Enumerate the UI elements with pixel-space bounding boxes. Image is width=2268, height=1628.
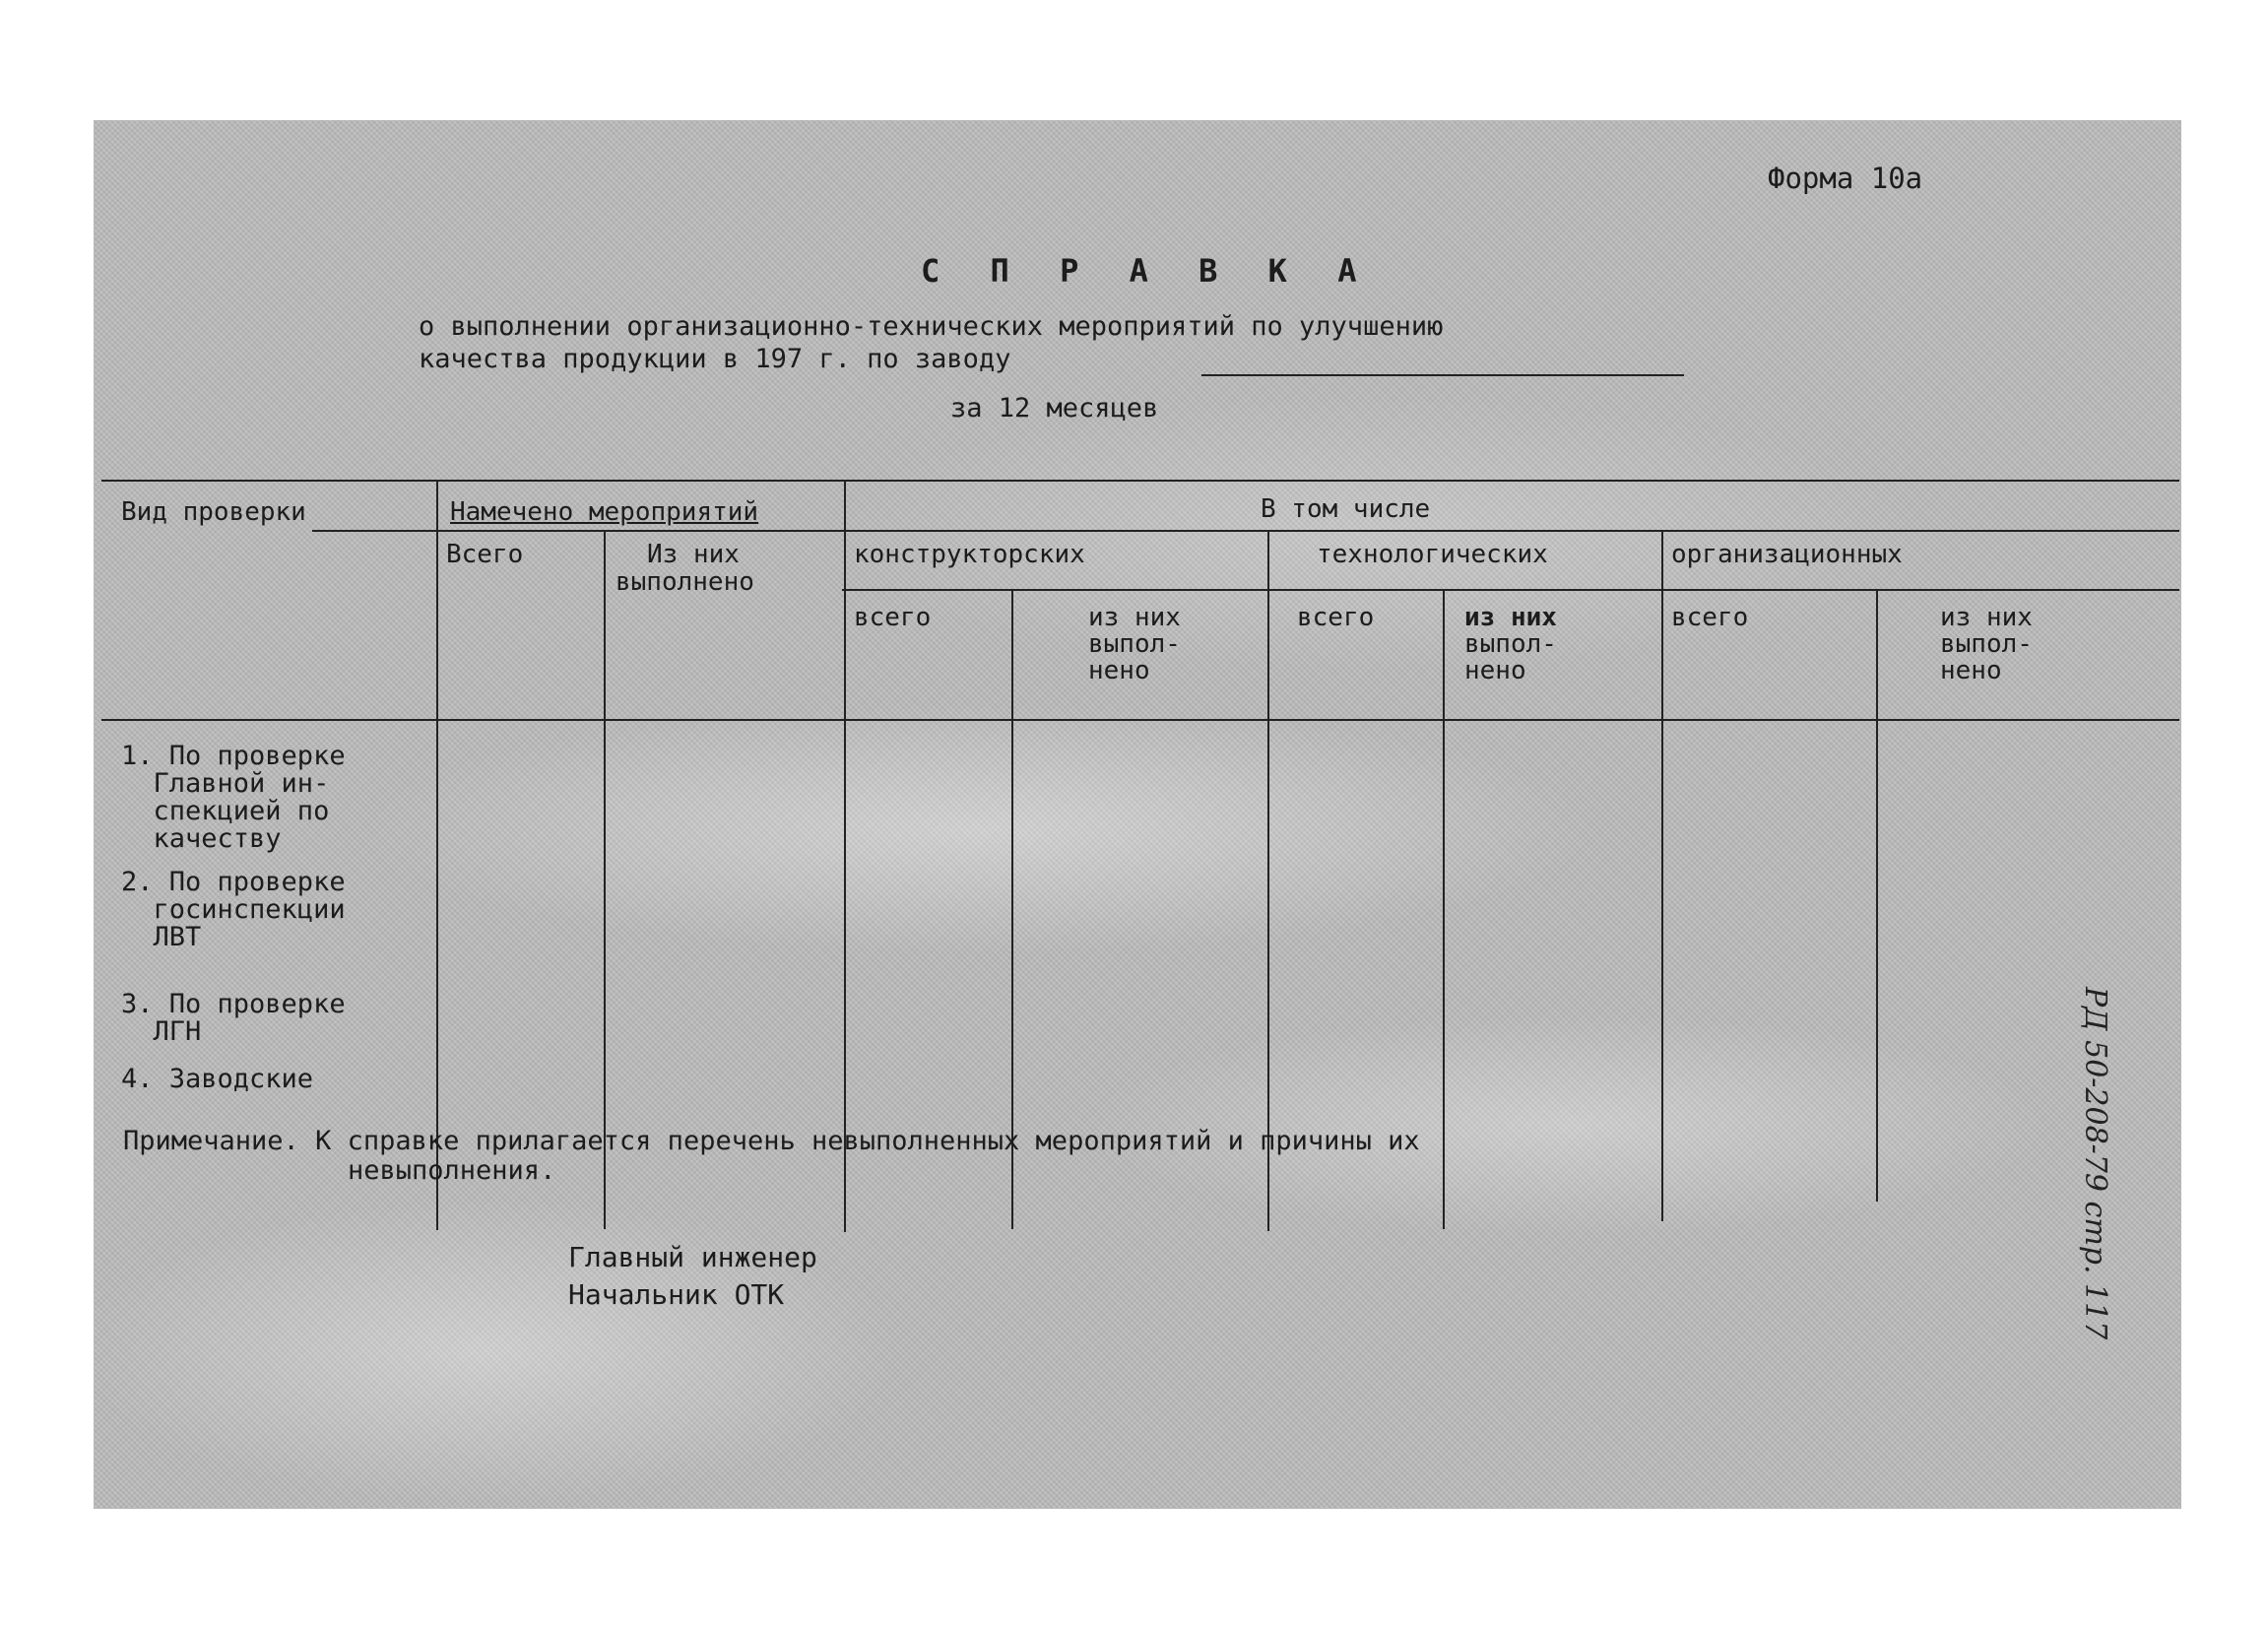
subheader-tech-done-3: нено bbox=[1464, 656, 1526, 685]
subheader-design-done-3: нено bbox=[1088, 656, 1150, 685]
table-header-bottom-border bbox=[101, 719, 2179, 721]
header-including: В том числе bbox=[1261, 494, 1431, 524]
row-2-line-1: 2. По проверке bbox=[121, 867, 346, 897]
col-line-1 bbox=[436, 482, 438, 1230]
table-header-line-2 bbox=[842, 589, 2179, 591]
document-title: С П Р А В К А bbox=[921, 252, 1373, 290]
subheader-org-done-1: из них bbox=[1940, 603, 2033, 632]
row-3-line-1: 3. По проверке bbox=[121, 989, 346, 1019]
header-check-type: Вид проверки bbox=[121, 497, 306, 527]
row-1-line-3: спекцией по bbox=[121, 796, 330, 826]
subheader-design-total: всего bbox=[854, 603, 932, 632]
subheader-org-total: всего bbox=[1671, 603, 1749, 632]
signature-otk-head: Начальник ОТК bbox=[568, 1278, 785, 1311]
col-line-6 bbox=[1443, 591, 1445, 1229]
subheader-design-done-2: выпол- bbox=[1088, 629, 1181, 659]
header-done-line-1: Из них bbox=[647, 540, 740, 569]
col-line-3 bbox=[844, 482, 846, 1232]
margin-stamp: РД 50-208-79 стр. 117 bbox=[2078, 987, 2112, 1340]
header-group-tech: технологических bbox=[1317, 540, 1548, 569]
subheader-tech-total: всего bbox=[1297, 603, 1375, 632]
period-label: за 12 месяцев bbox=[950, 393, 1159, 423]
table-top-border bbox=[101, 480, 2179, 482]
subtitle-line-1: о выполнении организационно-технических мероприятий по улучшению bbox=[419, 311, 1444, 342]
subheader-tech-done-2: выпол- bbox=[1464, 629, 1557, 659]
plant-name-blank-line bbox=[1201, 374, 1684, 376]
form-label: Форма 10а bbox=[1768, 162, 1923, 195]
header-group-design: конструкторских bbox=[854, 540, 1085, 569]
header-planned: Намечено мероприятий bbox=[450, 497, 759, 527]
row-1-line-2: Главной ин- bbox=[121, 768, 330, 799]
signature-chief-engineer: Главный инженер bbox=[568, 1241, 817, 1273]
col-line-8 bbox=[1876, 591, 1878, 1202]
row-2-line-3: ЛВТ bbox=[121, 922, 202, 952]
row-1-line-4: качеству bbox=[121, 823, 282, 854]
row-4-line-1: 4. Заводские bbox=[121, 1064, 314, 1094]
col-line-2 bbox=[604, 532, 606, 1229]
table-header-line-1 bbox=[312, 530, 2179, 532]
row-2-line-2: госинспекции bbox=[121, 894, 346, 925]
subheader-tech-done-1: из них bbox=[1464, 603, 1557, 632]
row-3-line-2: ЛГН bbox=[121, 1016, 202, 1047]
subtitle-line-2: качества продукции в 197 г. по заводу bbox=[419, 344, 1011, 374]
subheader-org-done-3: нено bbox=[1940, 656, 2002, 685]
subheader-org-done-2: выпол- bbox=[1940, 629, 2033, 659]
header-group-org: организационных bbox=[1671, 540, 1903, 569]
row-1-line-1: 1. По проверке bbox=[121, 741, 346, 771]
header-total: Всего bbox=[446, 540, 524, 569]
note-line-2: невыполнения. bbox=[348, 1155, 556, 1186]
subheader-design-done-1: из них bbox=[1088, 603, 1181, 632]
col-line-7 bbox=[1661, 532, 1663, 1221]
note-line-1: Примечание. К справке прилагается перечень невыполненных мероприятий и причины их bbox=[123, 1126, 1420, 1156]
document-sheet bbox=[94, 120, 2181, 1509]
header-done-line-2: выполнено bbox=[616, 567, 754, 597]
